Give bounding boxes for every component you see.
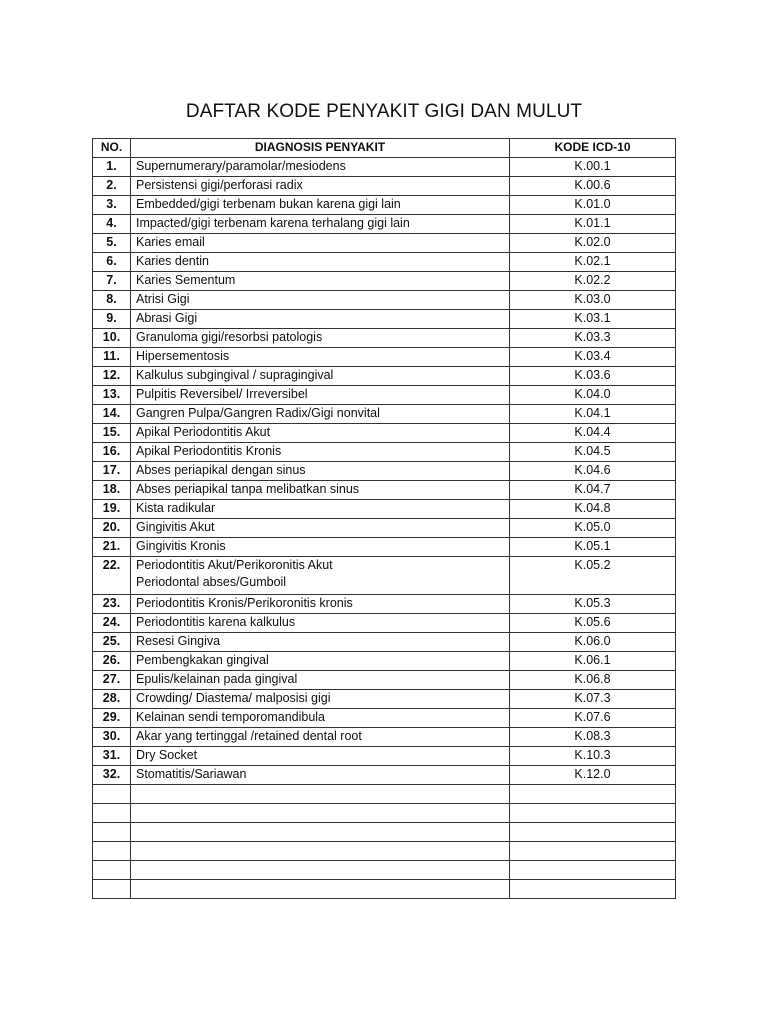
row-diagnosis: Gingivitis Kronis bbox=[131, 538, 510, 557]
row-number: 11. bbox=[93, 348, 131, 367]
row-code bbox=[510, 842, 676, 861]
row-diagnosis: Persistensi gigi/perforasi radix bbox=[131, 177, 510, 196]
row-code: K.02.0 bbox=[510, 234, 676, 253]
row-number: 30. bbox=[93, 728, 131, 747]
row-number: 1. bbox=[93, 158, 131, 177]
row-diagnosis: Kalkulus subgingival / supragingival bbox=[131, 367, 510, 386]
table-row bbox=[93, 462, 676, 481]
row-diagnosis bbox=[131, 785, 510, 804]
row-number: 17. bbox=[93, 462, 131, 481]
row-code: K.05.6 bbox=[510, 614, 676, 633]
row-diagnosis: Periodontitis karena kalkulus bbox=[131, 614, 510, 633]
row-code bbox=[510, 785, 676, 804]
row-code: K.04.6 bbox=[510, 462, 676, 481]
table-row bbox=[93, 291, 676, 310]
row-number bbox=[93, 842, 131, 861]
row-diagnosis: Abses periapikal dengan sinus bbox=[131, 462, 510, 481]
row-number: 24. bbox=[93, 614, 131, 633]
table-row-empty bbox=[93, 880, 676, 899]
row-number: 6. bbox=[93, 253, 131, 272]
header-diagnosis: DIAGNOSIS PENYAKIT bbox=[131, 139, 510, 158]
row-diagnosis: Karies Sementum bbox=[131, 272, 510, 291]
row-code: K.12.0 bbox=[510, 766, 676, 785]
row-diagnosis: Pembengkakan gingival bbox=[131, 652, 510, 671]
row-number: 12. bbox=[93, 367, 131, 386]
row-code: K.06.0 bbox=[510, 633, 676, 652]
table-row bbox=[93, 424, 676, 443]
row-diagnosis: Embedded/gigi terbenam bukan karena gigi lain bbox=[131, 196, 510, 215]
table-row bbox=[93, 196, 676, 215]
row-code: K.06.8 bbox=[510, 671, 676, 690]
table-row bbox=[93, 519, 676, 538]
row-diagnosis: Apikal Periodontitis Akut bbox=[131, 424, 510, 443]
row-diagnosis: Karies dentin bbox=[131, 253, 510, 272]
table-header-row bbox=[93, 139, 676, 158]
row-code bbox=[510, 804, 676, 823]
row-code: K.10.3 bbox=[510, 747, 676, 766]
row-diagnosis: Abses periapikal tanpa melibatkan sinus bbox=[131, 481, 510, 500]
table-row-empty bbox=[93, 823, 676, 842]
row-number: 19. bbox=[93, 500, 131, 519]
row-diagnosis: Hipersementosis bbox=[131, 348, 510, 367]
table-row bbox=[93, 215, 676, 234]
row-diagnosis bbox=[131, 557, 510, 595]
row-diagnosis: Kista radikular bbox=[131, 500, 510, 519]
row-number: 27. bbox=[93, 671, 131, 690]
header-no: NO. bbox=[93, 139, 131, 158]
table-row bbox=[93, 177, 676, 196]
row-diagnosis: Kelainan sendi temporomandibula bbox=[131, 709, 510, 728]
row-number: 29. bbox=[93, 709, 131, 728]
table-row bbox=[93, 253, 676, 272]
row-number: 7. bbox=[93, 272, 131, 291]
row-code: K.07.6 bbox=[510, 709, 676, 728]
row-number: 21. bbox=[93, 538, 131, 557]
table-row bbox=[93, 557, 676, 595]
row-diagnosis: Epulis/kelainan pada gingival bbox=[131, 671, 510, 690]
row-number: 22. bbox=[93, 557, 131, 595]
table-row-empty bbox=[93, 861, 676, 880]
table-row bbox=[93, 614, 676, 633]
row-diagnosis-line1: Periodontitis Akut/Perikoronitis Akut bbox=[136, 558, 333, 572]
row-code: K.04.0 bbox=[510, 386, 676, 405]
row-diagnosis: Karies email bbox=[131, 234, 510, 253]
table-row bbox=[93, 310, 676, 329]
row-code: K.04.7 bbox=[510, 481, 676, 500]
row-number bbox=[93, 880, 131, 899]
row-diagnosis bbox=[131, 823, 510, 842]
row-number: 32. bbox=[93, 766, 131, 785]
row-code: K.01.1 bbox=[510, 215, 676, 234]
row-code: K.06.1 bbox=[510, 652, 676, 671]
row-code: K.02.2 bbox=[510, 272, 676, 291]
row-code: K.04.1 bbox=[510, 405, 676, 424]
row-code: K.07.3 bbox=[510, 690, 676, 709]
row-code: K.00.6 bbox=[510, 177, 676, 196]
table-row-empty bbox=[93, 804, 676, 823]
row-code: K.02.1 bbox=[510, 253, 676, 272]
table-row bbox=[93, 747, 676, 766]
row-code: K.05.1 bbox=[510, 538, 676, 557]
table-row bbox=[93, 633, 676, 652]
document-title: DAFTAR KODE PENYAKIT GIGI DAN MULUT bbox=[185, 101, 583, 122]
header-code: KODE ICD-10 bbox=[510, 139, 676, 158]
table-row bbox=[93, 386, 676, 405]
row-diagnosis: Abrasi Gigi bbox=[131, 310, 510, 329]
table-row-empty bbox=[93, 785, 676, 804]
row-diagnosis bbox=[131, 842, 510, 861]
row-diagnosis: Stomatitis/Sariawan bbox=[131, 766, 510, 785]
table-row bbox=[93, 348, 676, 367]
row-code: K.03.3 bbox=[510, 329, 676, 348]
row-diagnosis: Periodontitis Kronis/Perikoronitis kronis bbox=[131, 595, 510, 614]
row-diagnosis: Gangren Pulpa/Gangren Radix/Gigi nonvital bbox=[131, 405, 510, 424]
row-code: K.05.2 bbox=[510, 557, 676, 595]
table-row bbox=[93, 367, 676, 386]
row-diagnosis: Granuloma gigi/resorbsi patologis bbox=[131, 329, 510, 348]
row-number: 16. bbox=[93, 443, 131, 462]
icd-code-table bbox=[92, 138, 676, 899]
row-code bbox=[510, 880, 676, 899]
table-row bbox=[93, 709, 676, 728]
row-number: 25. bbox=[93, 633, 131, 652]
row-code: K.03.0 bbox=[510, 291, 676, 310]
row-number: 4. bbox=[93, 215, 131, 234]
row-number: 10. bbox=[93, 329, 131, 348]
row-code bbox=[510, 861, 676, 880]
row-number: 2. bbox=[93, 177, 131, 196]
table-row bbox=[93, 728, 676, 747]
table-row bbox=[93, 766, 676, 785]
row-code: K.03.6 bbox=[510, 367, 676, 386]
row-code: K.04.8 bbox=[510, 500, 676, 519]
row-number: 13. bbox=[93, 386, 131, 405]
row-diagnosis: Supernumerary/paramolar/mesiodens bbox=[131, 158, 510, 177]
row-number: 3. bbox=[93, 196, 131, 215]
row-diagnosis: Resesi Gingiva bbox=[131, 633, 510, 652]
table-row bbox=[93, 538, 676, 557]
table-row bbox=[93, 158, 676, 177]
table-row bbox=[93, 500, 676, 519]
row-code: K.04.4 bbox=[510, 424, 676, 443]
row-number: 8. bbox=[93, 291, 131, 310]
row-code: K.04.5 bbox=[510, 443, 676, 462]
table-row bbox=[93, 595, 676, 614]
table-body bbox=[93, 158, 676, 899]
row-diagnosis: Akar yang tertinggal /retained dental root bbox=[131, 728, 510, 747]
table-row bbox=[93, 690, 676, 709]
row-code: K.00.1 bbox=[510, 158, 676, 177]
row-diagnosis: Apikal Periodontitis Kronis bbox=[131, 443, 510, 462]
row-diagnosis: Pulpitis Reversibel/ Irreversibel bbox=[131, 386, 510, 405]
row-diagnosis: Gingivitis Akut bbox=[131, 519, 510, 538]
row-number: 14. bbox=[93, 405, 131, 424]
table-row bbox=[93, 671, 676, 690]
row-number bbox=[93, 804, 131, 823]
row-diagnosis: Atrisi Gigi bbox=[131, 291, 510, 310]
row-number bbox=[93, 861, 131, 880]
table-row-empty bbox=[93, 842, 676, 861]
row-diagnosis bbox=[131, 804, 510, 823]
table-row bbox=[93, 652, 676, 671]
table-row bbox=[93, 234, 676, 253]
row-number bbox=[93, 823, 131, 842]
row-diagnosis: Crowding/ Diastema/ malposisi gigi bbox=[131, 690, 510, 709]
row-number: 20. bbox=[93, 519, 131, 538]
row-diagnosis bbox=[131, 861, 510, 880]
table-row bbox=[93, 443, 676, 462]
row-code: K.03.1 bbox=[510, 310, 676, 329]
row-number: 18. bbox=[93, 481, 131, 500]
row-code: K.05.3 bbox=[510, 595, 676, 614]
table-row bbox=[93, 481, 676, 500]
table-row bbox=[93, 329, 676, 348]
row-number: 28. bbox=[93, 690, 131, 709]
row-diagnosis-line2: Periodontal abses/Gumboil bbox=[136, 575, 287, 589]
row-number: 15. bbox=[93, 424, 131, 443]
row-code: K.08.3 bbox=[510, 728, 676, 747]
row-number: 5. bbox=[93, 234, 131, 253]
row-number: 31. bbox=[93, 747, 131, 766]
table-row bbox=[93, 272, 676, 291]
row-number: 9. bbox=[93, 310, 131, 329]
row-code: K.03.4 bbox=[510, 348, 676, 367]
row-diagnosis: Dry Socket bbox=[131, 747, 510, 766]
row-number bbox=[93, 785, 131, 804]
table-row bbox=[93, 405, 676, 424]
row-number: 26. bbox=[93, 652, 131, 671]
row-number: 23. bbox=[93, 595, 131, 614]
row-diagnosis: Impacted/gigi terbenam karena terhalang gigi lain bbox=[131, 215, 510, 234]
row-code bbox=[510, 823, 676, 842]
row-diagnosis bbox=[131, 880, 510, 899]
row-code: K.01.0 bbox=[510, 196, 676, 215]
row-code: K.05.0 bbox=[510, 519, 676, 538]
